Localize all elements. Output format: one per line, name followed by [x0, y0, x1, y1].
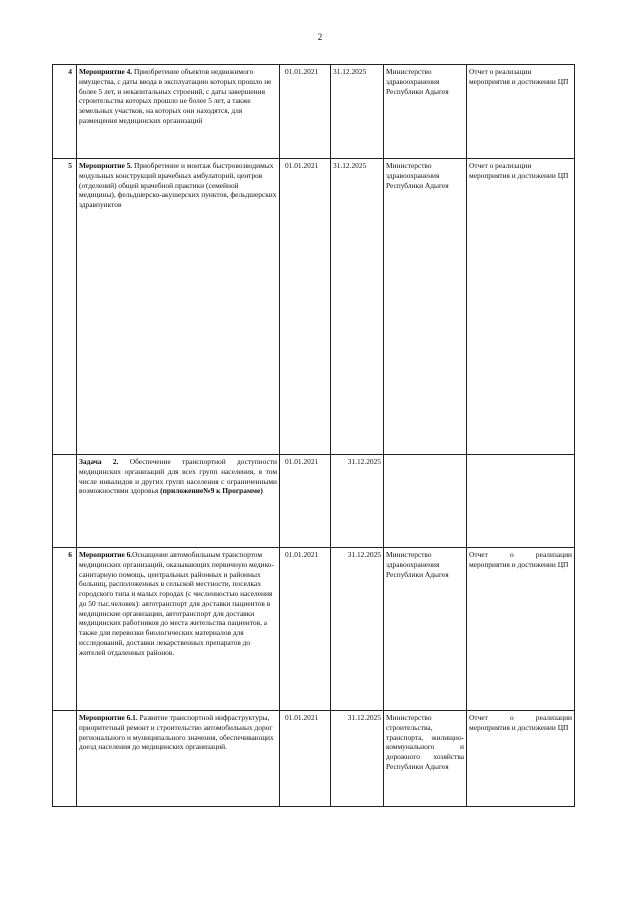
measure-title: Мероприятие 5.: [79, 161, 133, 170]
measure-title: Мероприятие 6.1.: [79, 713, 138, 722]
executor: Министерство здравоохранения Республики Адыгея: [384, 159, 467, 455]
executor: [384, 455, 467, 548]
end-date: 31.12.2025: [331, 65, 384, 159]
page-number: 2: [317, 32, 323, 42]
row-number: 6: [53, 548, 77, 711]
measure-title: Мероприятие 6.: [79, 550, 133, 559]
start-date: 01.01.2021: [280, 65, 331, 159]
task-description: Обеспечение транспортной доступности медицинских организаций для всех групп населения, в том числе инвалидов и других групп населения с ограниченными возможностями здоровья: [79, 457, 277, 496]
result: [467, 455, 575, 548]
measure-name: [77, 711, 280, 807]
measure-description: Приобретение и монтаж быстровозводимых модульных конструкций врачебных амбулаторий, центров (отделений) общей врачебной практики (семейной медицины), фельдшерско-акушерских пунктов, фельдшерских здравпунктов: [79, 161, 277, 210]
end-date: 31.12.2025: [331, 455, 384, 548]
start-date: 01.01.2021: [280, 711, 331, 807]
end-date: 31.12.2025: [331, 159, 384, 455]
row-number: [53, 455, 77, 548]
row-number: 4: [53, 65, 77, 159]
task-appendix-ref: (приложение№9 к Программе): [160, 486, 263, 496]
executor: Министерство здравоохранения Республики Адыгея: [384, 548, 467, 711]
measure-name: [77, 159, 280, 455]
result: Отчет о реализации мероприятия и достижении ЦП: [467, 548, 575, 711]
result: Отчет о реализации мероприятия и достижении ЦП: [467, 65, 575, 159]
start-date: 01.01.2021: [280, 548, 331, 711]
task-title: Задача 2.: [79, 457, 119, 466]
table-row: [53, 548, 575, 711]
executor: Министерство здравоохранения Республики Адыгея: [384, 65, 467, 159]
result: Отчет о реализации мероприятия и достижении ЦП: [467, 711, 575, 807]
row-number: 5: [53, 159, 77, 455]
executor: Министерство строительства, транспорта, жилищно-коммунального и дорожного хозяйства Республики Адыгея: [384, 711, 467, 807]
row-number: [53, 711, 77, 807]
measures-table: [52, 64, 575, 807]
table-row: [53, 711, 575, 807]
table-row: [53, 159, 575, 455]
measure-title: Мероприятие 4.: [79, 67, 133, 76]
table-row: [53, 455, 575, 548]
start-date: 01.01.2021: [280, 455, 331, 548]
measure-name: [77, 548, 280, 711]
result: Отчет о реализации мероприятия и достижении ЦП: [467, 159, 575, 455]
table-row: [53, 65, 575, 159]
end-date: 31.12.2025: [331, 711, 384, 807]
measure-description: Приобретение объектов недвижимого имущества, с даты ввода в эксплуатацию которых прошло не более 5 лет, и некапитальных строений, с даты завершения строительства которых прошло не более 5 лет, а также земельных участков, на которых они находятся, для размещения медицинских организаций: [79, 67, 272, 125]
measure-description: Развитие транспортной инфраструктуры, приоритетный ремонт и строительство автомобильных дорог регионального и муниципального значения, обеспечивающих доезд населения до медицинских организаций.: [79, 713, 274, 752]
end-date: 31.12.2025: [331, 548, 384, 711]
task-name: [77, 455, 280, 548]
measure-description: Оснащение автомобильным транспортом медицинских организаций, оказывающих первичную медико-санитарную помощь, центральных районных и районных больниц, расположенных в сельской местности, поселках городского типа и малых городах (с численностью населения до 50 тыс.человек): автотранспорт для доставки пациентов в медицинские организации, автотранспорт для доставки медицинских работников до места жительства пациентов, а также для перевозки биологических материалов для исследований, доставки лекарственных препаратов до жителей отдаленных районов.: [79, 550, 274, 657]
start-date: 01.01.2021: [280, 159, 331, 455]
measure-name: [77, 65, 280, 159]
